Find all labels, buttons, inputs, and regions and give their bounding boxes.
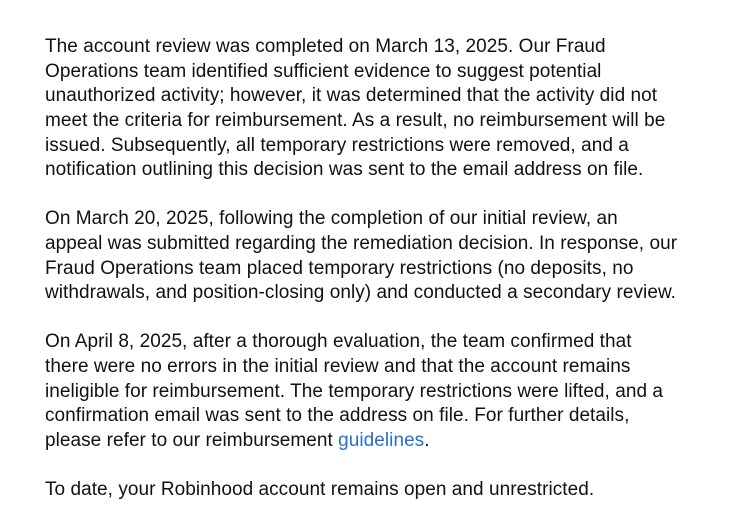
text-line: appeal was submitted regarding the remediation decision. In response, our — [45, 232, 678, 254]
cutoff-paragraph — [45, 0, 735, 11]
paragraph-review-completed — [45, 35, 735, 183]
paragraph-secondary-review — [45, 330, 735, 453]
text-line: The account review was completed on March 13, 2025. Our Fraud — [45, 36, 606, 58]
paragraph-appeal — [45, 207, 735, 305]
text-line: notification outlining this decision was sent to the email address on file. — [45, 159, 644, 181]
text-line: ineligible for reimbursement. The temporary restrictions were lifted, and a — [45, 380, 664, 402]
text-line: withdrawals, and position-closing only) and conducted a secondary review. — [45, 282, 677, 304]
link-prefix-text: please refer to our reimbursement — [45, 429, 339, 451]
text-line: Operations team identified sufficient evidence to suggest potential — [45, 60, 602, 82]
text-line: On April 8, 2025, after a thorough evaluation, the team confirmed that — [45, 331, 632, 353]
text-line: confirmation email was sent to the address on file. For further details, — [45, 405, 630, 427]
text-line: there were no errors in the initial review and that the account remains — [45, 355, 631, 377]
cutoff-line — [45, 0, 735, 11]
text-line: On March 20, 2025, following the completion of our initial review, an — [45, 208, 618, 230]
text-line: issued. Subsequently, all temporary restrictions were removed, and a — [45, 134, 629, 156]
text-line: unauthorized activity; however, it was determined that the activity did not — [45, 85, 658, 107]
guidelines-link[interactable]: guidelines — [338, 429, 425, 451]
text-line: To date, your Robinhood account remains open and unrestricted. — [45, 478, 595, 500]
text-line-with-link — [45, 429, 735, 454]
text-line: meet the criteria for reimbursement. As a result, no reimbursement will be — [45, 109, 666, 131]
paragraph-account-status — [45, 478, 735, 503]
link-suffix-text: . — [424, 429, 430, 451]
email-body — [45, 0, 735, 527]
text-line: Fraud Operations team placed temporary restrictions (no deposits, no — [45, 257, 634, 279]
